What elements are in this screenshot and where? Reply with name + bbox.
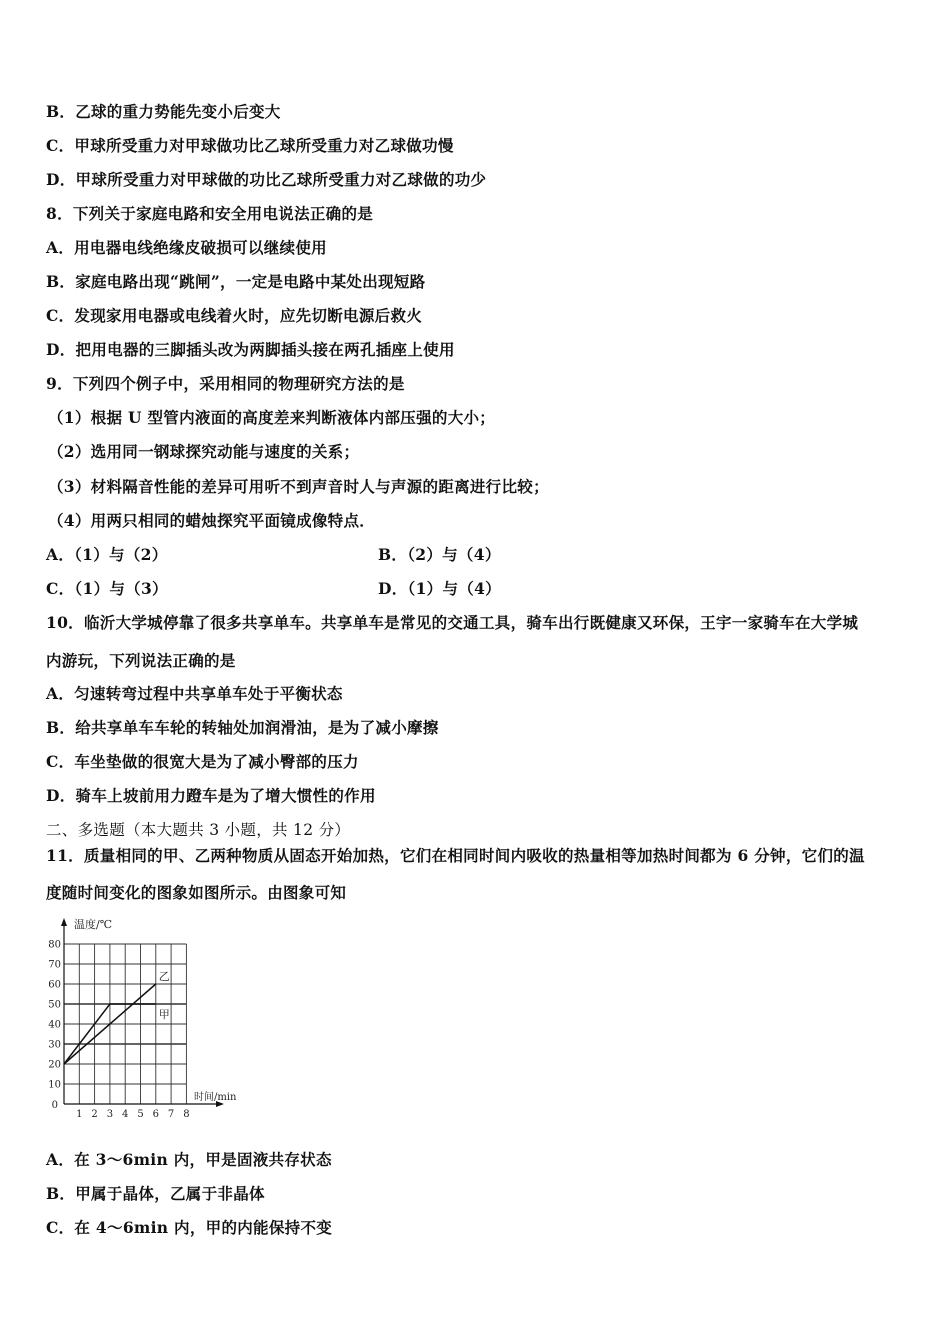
q8-stem: 8．下列关于家庭电路和安全用电说法正确的是 [46,204,374,223]
y-tick-label: 80 [48,939,61,951]
q10-option-b: B．给共享单车车轮的转轴处加润滑油，是为了减小摩擦 [46,718,439,737]
q11-option-b: B．甲属于晶体，乙属于非晶体 [46,1184,265,1203]
x-tick-label: 3 [106,1109,114,1117]
q7-option-b: B．乙球的重力势能先变小后变大 [46,102,281,121]
x-tick-label: 8 [183,1109,190,1117]
q11-option-a: A．在 3～6min 内，甲是固液共存状态 [46,1150,332,1169]
q11-option-c: C．在 4～6min 内，甲的内能保持不变 [46,1218,333,1237]
q9-item-3: （3）材料隔音性能的差异可用听不到声音时人与声源的距离进行比较； [48,477,549,496]
y-tick-label: 60 [48,979,61,991]
y-tick-label: 10 [48,1079,61,1091]
y-tick-label: 70 [48,959,61,971]
q9-item-4: （4）用两只相同的蜡烛探究平面镜成像特点． [48,511,376,530]
q10-stem-line2: 内游玩，下列说法正确的是 [46,651,236,670]
x-tick-label: 4 [122,1109,129,1117]
q8-option-d: D．把用电器的三脚插头改为两脚插头接在两孔插座上使用 [46,340,455,359]
series-label-yi: 乙 [158,970,170,983]
y-tick-label: 40 [48,1019,61,1031]
series-label-jia: 甲 [158,1008,170,1021]
y-tick-label: 30 [48,1039,61,1051]
q9-item-2: （2）选用同一钢球探究动能与速度的关系； [48,442,360,461]
q11-stem-line1: 11．质量相同的甲、乙两种物质从固态开始加热，它们在相同时间内吸收的热量相等加热时间都为 6 分钟，它们的温 [46,846,865,865]
x-axis-label: 时间/min [194,1092,237,1103]
q9-option-c: C．（1）与（3） [46,579,168,598]
y-tick-label: 50 [48,999,61,1011]
q8-option-c: C．发现家用电器或电线着火时，应先切断电源后救火 [46,306,423,325]
q8-option-a: A．用电器电线绝缘皮破损可以继续使用 [46,238,327,257]
y-axis-arrow [61,918,67,926]
q10-option-a: A．匀速转弯过程中共享单车处于平衡状态 [46,684,343,703]
q10-stem-line1: 10．临沂大学城停靠了很多共享单车。共享单车是常见的交通工具，骑车出行既健康又环保，王宇一家骑车在大学城 [46,613,859,632]
x-tick-label: 6 [152,1109,159,1117]
q9-option-b: B．（2）与（4） [378,545,501,564]
x-tick-label: 1 [76,1109,83,1117]
q9-stem: 9．下列四个例子中，采用相同的物理研究方法的是 [46,374,405,393]
y-tick-label: 20 [48,1059,61,1071]
x-tick-label: 7 [167,1109,175,1117]
x-tick-label: 5 [137,1109,144,1117]
y-axis-label: 温度/℃ [74,918,113,931]
q9-option-d: D．（1）与（4） [378,579,501,598]
q8-option-b: B．家庭电路出现“跳闸”，一定是电路中某处出现短路 [46,272,426,291]
q10-option-c: C．车坐垫做的很宽大是为了减小臀部的压力 [46,752,359,771]
q7-option-c: C．甲球所受重力对甲球做功比乙球所受重力对乙球做功慢 [46,136,454,155]
q9-item-1: （1）根据 U 型管内液面的高度差来判断液体内部压强的大小； [48,408,496,427]
section-heading: 二、多选题（本大题共 3 小题，共 12 分） [46,821,351,839]
q9-option-a: A．（1）与（2） [46,545,168,564]
temperature-time-graph [44,912,274,1117]
q10-option-d: D．骑车上坡前用力蹬车是为了增大惯性的作用 [46,786,376,805]
x-tick-label: 2 [91,1109,98,1117]
q11-stem-line2: 度随时间变化的图象如图所示。由图象可知 [46,883,347,902]
q7-option-d: D．甲球所受重力对甲球做的功比乙球所受重力对乙球做的功少 [46,170,487,189]
origin-label: 0 [51,1100,58,1111]
